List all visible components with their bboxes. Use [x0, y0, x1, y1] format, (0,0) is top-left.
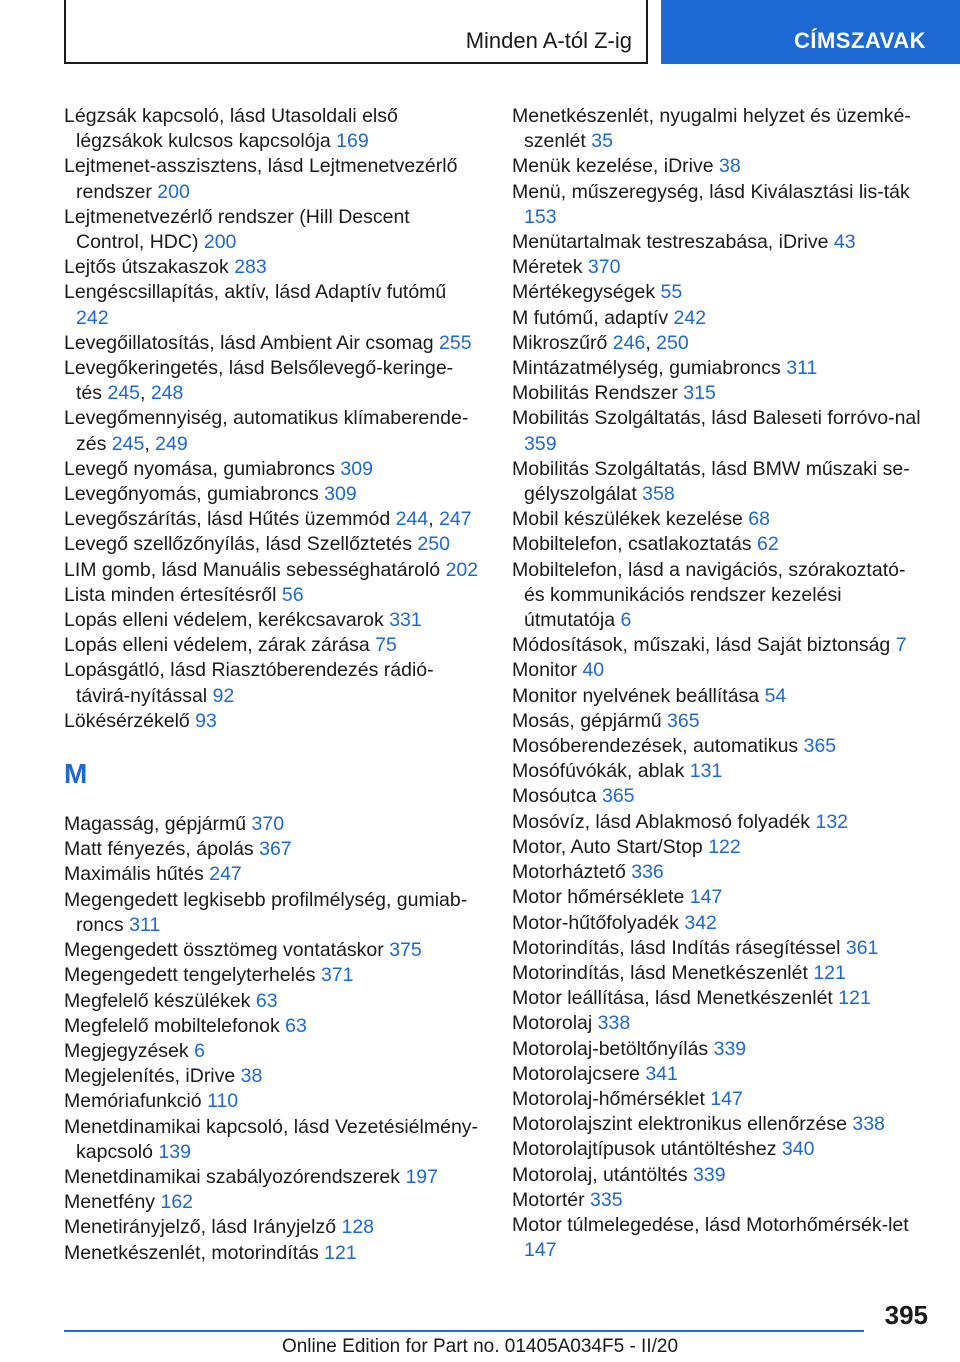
index-entry [512, 306, 927, 331]
index-term: Monitor [512, 659, 578, 682]
index-entry [64, 583, 479, 608]
footer-divider [64, 1330, 864, 1332]
index-entry [512, 936, 927, 961]
page-reference-link[interactable]: 247 [439, 508, 472, 531]
page-reference-link[interactable]: 200 [157, 180, 190, 203]
index-entry [512, 1037, 927, 1062]
header-section-box [64, 0, 648, 64]
page-reference-link[interactable]: 339 [713, 1037, 747, 1060]
page-reference-link[interactable]: 370 [251, 813, 285, 836]
index-entry [64, 457, 479, 482]
index-term: Lista minden értesítésről [64, 583, 277, 606]
index-term: Menütartalmak testreszabása, iDrive [512, 231, 829, 254]
index-entry [64, 1215, 479, 1240]
index-term: Motorolajszint elektronikus ellenőrzése [512, 1113, 847, 1136]
index-term: M futómű, adaptív [512, 306, 669, 329]
index-entry [64, 205, 479, 255]
index-entry [512, 154, 927, 179]
page-reference-link[interactable]: 202 [445, 558, 479, 581]
index-entry: Mikroszűrő 246, 250 [512, 331, 689, 354]
index-term: Levegőszárítás, lásd Hűtés üzemmód [64, 508, 391, 531]
index-term: Megjegyzések [64, 1039, 189, 1062]
page-reference-link[interactable]: 365 [667, 709, 700, 732]
index-entry [512, 709, 927, 734]
page-reference-link[interactable]: 6 [194, 1039, 205, 1062]
index-entry [512, 1188, 927, 1213]
page-reference-link[interactable]: 40 [582, 659, 605, 682]
page-reference-link[interactable]: 43 [833, 231, 856, 254]
index-term: Motorolajcsere [512, 1062, 640, 1085]
index-term: Motorolajtípusok utántöltéshez [512, 1138, 777, 1161]
index-entry [512, 684, 927, 709]
page-reference-link[interactable]: 121 [838, 987, 871, 1010]
index-term: Motor-hűtőfolyadék [512, 911, 679, 934]
index-term: Magasság, gépjármű [64, 813, 247, 836]
index-term: Mobiltelefon, csatlakoztatás [512, 533, 752, 556]
page-reference-link[interactable]: 63 [285, 1014, 307, 1037]
index-entry [64, 532, 479, 557]
index-entry [512, 835, 927, 860]
index-entry [64, 1089, 479, 1114]
page-reference-link[interactable]: 247 [209, 863, 242, 886]
index-entry [512, 734, 927, 759]
index-term: Lejtős útszakaszok [64, 256, 229, 279]
index-term: Motorindítás, lásd Indítás rásegítéssel [512, 936, 841, 959]
index-entry: Levegőszárítás, lásd Hűtés üzemmód 244, 247 [64, 508, 472, 531]
index-entry [512, 633, 927, 658]
index-entry [64, 1241, 479, 1266]
page-reference-link[interactable]: 62 [756, 533, 779, 556]
index-term: Mosóberendezések, automatikus [512, 735, 799, 758]
page-reference-link[interactable]: 248 [150, 382, 184, 405]
index-term: Méretek [512, 256, 583, 279]
page-reference-link[interactable]: 342 [684, 911, 717, 934]
index-entry [64, 1064, 479, 1089]
page-reference-link[interactable]: 361 [845, 936, 879, 959]
page-reference-link[interactable]: 128 [341, 1216, 375, 1239]
page-reference-link[interactable]: 7 [895, 634, 907, 657]
index-term: Menetirányjelző, lásd Irányjelző [64, 1216, 337, 1239]
page-reference-link[interactable]: 75 [375, 634, 397, 657]
page-reference-link[interactable]: 370 [587, 256, 621, 279]
page-reference-link[interactable]: 336 [631, 861, 664, 884]
page-reference-link[interactable]: 139 [158, 1140, 191, 1163]
index-entry [64, 280, 479, 330]
page-reference-link[interactable]: 365 [601, 785, 635, 808]
page-reference-link[interactable]: 340 [781, 1138, 815, 1161]
page-reference-link[interactable]: 359 [524, 432, 557, 455]
index-term: Lopás elleni védelem, kerékcsavarok [64, 609, 384, 632]
index-term: Motortér [512, 1188, 585, 1211]
index-entry [512, 558, 927, 634]
page-reference-link[interactable]: 132 [815, 810, 849, 833]
index-term: Levegőillatosítás, lásd Ambient Air csomag [64, 331, 434, 354]
page-reference-link[interactable]: 68 [748, 508, 770, 531]
page-reference-link[interactable]: 244 [395, 508, 429, 531]
page-reference-link[interactable]: 122 [708, 835, 741, 858]
index-group-m-continued [512, 104, 927, 1263]
page-reference-link[interactable]: 249 [155, 432, 188, 455]
page-reference-link[interactable]: 250 [656, 331, 689, 354]
index-entry [64, 608, 479, 633]
index-entry [64, 837, 479, 862]
page-reference-link[interactable]: 315 [683, 382, 716, 405]
index-term: Menetfény [64, 1191, 156, 1214]
index-term: Lökésérzékelő [64, 709, 190, 732]
page-reference-link[interactable]: 110 [207, 1090, 239, 1113]
index-term: Mintázatmélység, gumiabroncs [512, 357, 781, 380]
page-reference-link[interactable]: 255 [439, 331, 472, 354]
page-reference-link[interactable]: 6 [620, 609, 632, 632]
page-reference-link[interactable]: 162 [160, 1191, 194, 1214]
index-entry [64, 104, 479, 154]
page-reference-link[interactable]: 309 [324, 483, 357, 506]
index-term: Menetkészenlét, nyugalmi helyzet és üzemké-szenlét [512, 105, 911, 153]
page-reference-link[interactable]: 311 [786, 357, 818, 380]
index-entry: Levegőmennyiség, automatikus klímaberende-zés 245, 249 [64, 407, 469, 455]
index-entry [512, 406, 927, 456]
index-term: Mosóvíz, lásd Ablakmosó folyadék [512, 810, 811, 833]
index-term: Lejtmenet-asszisztens, lásd Lejtmenetvezérlő rendszer [64, 155, 458, 203]
index-entry [512, 280, 927, 305]
index-entry: Levegőkeringetés, lásd Belsőlevegő-keringe-tés 245, 248 [64, 357, 454, 405]
page-reference-link[interactable]: 367 [259, 838, 292, 861]
page-reference-link[interactable]: 375 [389, 939, 422, 962]
page-reference-link[interactable]: 309 [340, 457, 373, 480]
tab-label: CÍMSZAVAK [793, 28, 926, 53]
index-entry [64, 963, 479, 988]
page-reference-link[interactable]: 371 [320, 964, 354, 987]
index-term: LIM gomb, lásd Manuális sebességhatároló [64, 558, 441, 581]
index-term: Levegőkeringetés, lásd Belsőlevegő-keringe-tés [64, 357, 454, 405]
index-entry [512, 255, 927, 280]
index-term: Maximális hűtés [64, 863, 204, 886]
index-entry [512, 1137, 927, 1162]
page-reference-link[interactable]: 242 [76, 306, 109, 329]
index-term: Mikroszűrő [512, 331, 608, 354]
index-entry [64, 154, 479, 204]
index-term: Motor leállítása, lásd Menetkészenlét [512, 987, 833, 1010]
index-entry [512, 911, 927, 936]
page-reference-link[interactable]: 311 [129, 913, 161, 936]
index-entry [512, 986, 927, 1011]
index-term: Mobilitás Szolgáltatás, lásd BMW műszaki se-gélyszolgálat [512, 457, 910, 506]
index-entry [512, 1213, 927, 1263]
index-entry [64, 558, 479, 583]
index-term: Matt fényezés, ápolás [64, 838, 254, 861]
page-reference-link[interactable]: 338 [852, 1113, 885, 1136]
index-column-left [64, 104, 479, 1266]
index-term: Megfelelő készülékek [64, 989, 251, 1012]
index-entry [64, 1014, 479, 1039]
index-term: Mosóutca [512, 785, 597, 808]
index-term: Megengedett tengelyterhelés [64, 964, 316, 987]
index-term: Módosítások, műszaki, lásd Saját biztonság [512, 634, 891, 657]
index-entry [512, 1011, 927, 1036]
index-entry [512, 381, 927, 406]
index-entry [512, 1163, 927, 1188]
page-reference-link[interactable]: 339 [693, 1163, 726, 1186]
page-reference-link[interactable]: 365 [803, 735, 837, 758]
page-reference-link[interactable]: 245 [111, 432, 145, 455]
page-reference-link[interactable]: 147 [689, 886, 723, 909]
header-tab[interactable] [661, 0, 960, 64]
footer-edition: Online Edition for Part no. 01405A034F5 - II/20 [281, 1336, 679, 1357]
index-term: Lengéscsillapítás, aktív, lásd Adaptív futómű [64, 281, 447, 304]
index-term: Menü, műszeregység, lásd Kiválasztási lis-ták [512, 180, 910, 203]
page-reference-link[interactable]: 341 [645, 1062, 678, 1085]
index-term: Motorolaj-betöltőnyílás [512, 1037, 709, 1060]
index-entry [512, 356, 927, 381]
index-term: Menetdinamikai szabályozórendszerek [64, 1165, 401, 1188]
page-reference-link[interactable]: 242 [673, 306, 707, 329]
page-reference-link[interactable]: 63 [255, 989, 278, 1012]
page-reference-link[interactable]: 35 [591, 130, 613, 153]
index-term: Lopásgátló, lásd Riasztóberendezés rádió-távirá-nyítással [64, 659, 434, 707]
page-reference-link[interactable]: 246 [612, 331, 646, 354]
index-group-m [64, 812, 479, 1266]
index-entry [64, 1115, 479, 1165]
page-reference-link[interactable]: 250 [417, 533, 450, 556]
index-term: Motorolaj-hőmérséklet [512, 1087, 705, 1110]
index-term: Megjelenítés, iDrive [64, 1065, 236, 1088]
page-reference-link[interactable]: 153 [524, 205, 557, 228]
page-number: 395 [884, 1300, 928, 1330]
index-term: Lopás elleni védelem, zárak zárása [64, 634, 370, 657]
index-term: Mobil készülékek kezelése [512, 508, 743, 531]
page-reference-link[interactable]: 331 [389, 609, 422, 632]
index-entry [64, 812, 479, 837]
page-reference-link[interactable]: 54 [764, 684, 787, 707]
index-entry [64, 331, 479, 356]
index-entry [64, 633, 479, 658]
index-entry [512, 230, 927, 255]
page-reference-link[interactable]: 121 [813, 961, 846, 984]
index-term: Motor hőmérséklete [512, 886, 685, 909]
index-entry [64, 255, 479, 280]
index-entry [64, 1190, 479, 1215]
page-reference-link[interactable]: 169 [336, 130, 369, 153]
index-term: Mosás, gépjármű [512, 709, 662, 732]
index-entry [512, 658, 927, 683]
index-term: Mobiltelefon, lásd a navigációs, szórakoztató- és kommunikációs rendszer kezelési útmutatója [512, 558, 906, 632]
index-term: Motorolaj [512, 1012, 593, 1035]
page-reference-link[interactable]: 131 [689, 760, 723, 783]
index-term: Motorindítás, lásd Menetkészenlét [512, 961, 808, 984]
page-reference-link[interactable]: 121 [324, 1241, 357, 1264]
index-column-right [512, 104, 927, 1263]
index-entry [64, 938, 479, 963]
index-entry [64, 888, 479, 938]
index-entry [512, 759, 927, 784]
page-reference-link[interactable]: 56 [281, 583, 304, 606]
index-term: Levegő szellőzőnyílás, lásd Szellőztetés [64, 533, 412, 556]
page-reference-link[interactable]: 38 [240, 1065, 263, 1088]
page-reference-link[interactable]: 338 [597, 1012, 631, 1035]
index-term: Mobilitás Rendszer [512, 382, 678, 405]
index-term: Menük kezelése, iDrive [512, 155, 714, 178]
index-entry [512, 532, 927, 557]
index-term: Motorolaj, utántöltés [512, 1163, 688, 1186]
index-entry [512, 885, 927, 910]
index-entry [64, 482, 479, 507]
index-entry [512, 810, 927, 835]
page-reference-link[interactable]: 245 [107, 382, 140, 405]
index-term: Megengedett össztömeg vontatáskor [64, 939, 384, 962]
page-reference-link[interactable]: 55 [660, 281, 683, 304]
index-term: Motor túlmelegedése, lásd Motorhőmérsék-let [512, 1213, 909, 1236]
index-term: Megengedett legkisebb profilmélység, gumiab-roncs [64, 888, 468, 936]
page-reference-link[interactable]: 335 [590, 1188, 623, 1211]
index-entry [64, 709, 479, 734]
index-entry [64, 1165, 479, 1190]
index-entry [512, 784, 927, 809]
index-term: Motorháztető [512, 861, 626, 884]
section-letter: M [64, 758, 88, 790]
index-entry [64, 658, 479, 708]
index-entry [512, 860, 927, 885]
page-reference-link[interactable]: 92 [212, 684, 235, 707]
page-reference-link[interactable]: 93 [195, 709, 217, 732]
index-entry [64, 989, 479, 1014]
page-reference-link[interactable]: 283 [234, 256, 267, 279]
index-term: Megfelelő mobiltelefonok [64, 1014, 280, 1037]
index-term: Levegőnyomás, gumiabroncs [64, 483, 319, 506]
index-entry [512, 1062, 927, 1087]
section-title: Minden A-tól Z-ig [465, 28, 632, 53]
index-term: Motor, Auto Start/Stop [512, 835, 703, 858]
index-entry [512, 457, 927, 507]
index-entry [512, 104, 927, 154]
index-term: Levegőmennyiség, automatikus klímaberende-zés [64, 407, 469, 455]
index-term: Menetkészenlét, motorindítás [64, 1241, 319, 1264]
page-reference-link[interactable]: 358 [642, 483, 675, 506]
index-entry [512, 1087, 927, 1112]
index-entry [64, 862, 479, 887]
index-entry [512, 961, 927, 986]
page-reference-link[interactable]: 200 [203, 231, 237, 254]
index-term: Légzsák kapcsoló, lásd Utasoldali első légzsákok kulcsos kapcsolója [64, 105, 398, 153]
index-term: Lejtmenetvezérlő rendszer (Hill Descent Control, HDC) [64, 205, 410, 254]
index-entry [512, 507, 927, 532]
index-entry [512, 1112, 927, 1137]
index-term: Memóriafunkció [64, 1090, 202, 1113]
index-term: Mértékegységek [512, 281, 656, 304]
index-term: Mosófúvókák, ablak [512, 760, 685, 783]
index-entry [64, 1039, 479, 1064]
index-entry [512, 180, 927, 230]
index-term: Monitor nyelvének beállítása [512, 684, 760, 707]
page-reference-link[interactable]: 147 [710, 1087, 743, 1110]
page-reference-link[interactable]: 38 [719, 155, 741, 178]
index-term: Menetdinamikai kapcsoló, lásd Vezetésiélmény-kapcsoló [64, 1115, 479, 1163]
index-group-l [64, 104, 479, 734]
index-term: Levegő nyomása, gumiabroncs [64, 457, 335, 480]
page-reference-link[interactable]: 147 [524, 1239, 557, 1262]
page-reference-link[interactable]: 197 [405, 1165, 438, 1188]
index-term: Mobilitás Szolgáltatás, lásd Baleseti forróvo-nal [512, 407, 921, 430]
